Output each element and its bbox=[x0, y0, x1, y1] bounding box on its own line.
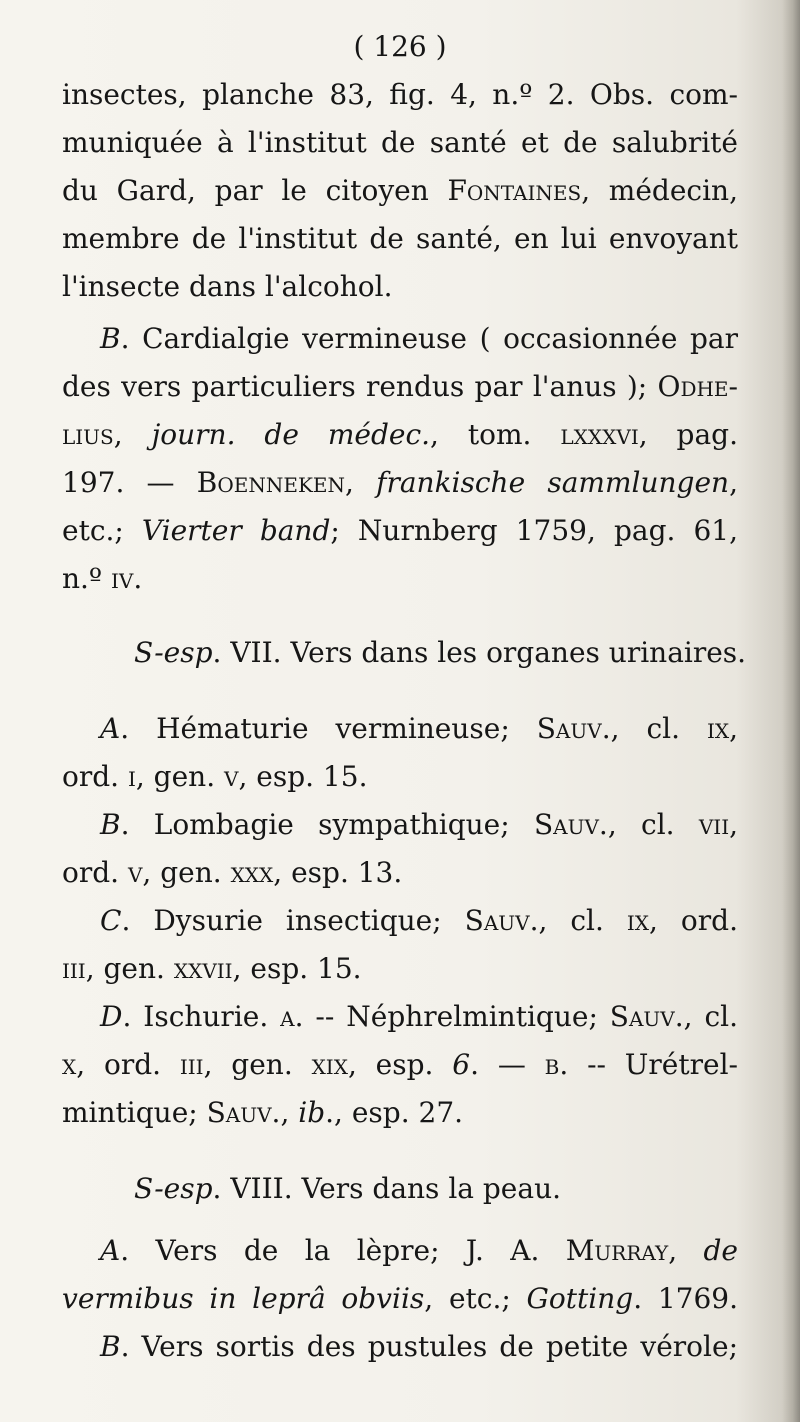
text-segment: Sauv bbox=[609, 1000, 675, 1033]
text-segment: B bbox=[100, 322, 121, 355]
text-segment: , esp. 13. bbox=[273, 856, 403, 889]
text-segment: Sauv bbox=[536, 712, 602, 745]
text-segment: , tom. bbox=[430, 418, 561, 451]
text-segment: A bbox=[100, 712, 121, 745]
text-segment: Murray bbox=[565, 1234, 669, 1267]
page-number: ( 126 ) bbox=[353, 30, 447, 63]
text-line bbox=[62, 952, 738, 986]
text-segment: n.º bbox=[62, 562, 111, 595]
text-segment: iii bbox=[179, 1048, 204, 1081]
text-segment: . VII. Vers dans les organes urinaires. bbox=[212, 636, 747, 669]
text-segment: . Vers sortis des pustules de petite vérole; bbox=[120, 1330, 738, 1363]
text-line bbox=[62, 174, 738, 208]
text-segment: ., cl. bbox=[601, 712, 707, 745]
text-segment: . bbox=[133, 562, 143, 595]
text-line bbox=[62, 856, 738, 890]
text-segment: Vierter band bbox=[141, 514, 331, 547]
text-segment: , gen. bbox=[135, 760, 225, 793]
text-segment: , esp. 15. bbox=[238, 760, 368, 793]
section-heading bbox=[134, 636, 747, 670]
text-segment: , esp. bbox=[347, 1048, 453, 1081]
text-segment: Sauv bbox=[533, 808, 599, 841]
text-segment: etc.; bbox=[62, 514, 142, 547]
text-segment: , bbox=[113, 418, 152, 451]
text-segment: D bbox=[100, 1000, 123, 1033]
text-line bbox=[62, 370, 738, 404]
text-segment: ., cl. bbox=[529, 904, 627, 937]
text-line bbox=[62, 466, 738, 500]
text-segment: ix bbox=[706, 712, 730, 745]
text-segment: Gotting bbox=[526, 1282, 634, 1315]
text-segment: ., esp. 27. bbox=[325, 1096, 464, 1129]
text-segment: ord. bbox=[62, 856, 128, 889]
text-line bbox=[100, 904, 738, 938]
text-segment: A bbox=[100, 1234, 121, 1267]
text-segment: iv bbox=[111, 562, 134, 595]
text-segment: . Ischurie. bbox=[122, 1000, 281, 1033]
text-line bbox=[62, 418, 738, 452]
text-segment: , pag. bbox=[638, 418, 738, 451]
text-segment: . Hématurie vermineuse; bbox=[120, 712, 537, 745]
text-line bbox=[62, 562, 738, 596]
text-segment: S-esp bbox=[134, 636, 213, 669]
section-heading bbox=[134, 1172, 738, 1206]
text-line bbox=[62, 1048, 738, 1082]
text-segment: Sauv bbox=[464, 904, 530, 937]
text-line bbox=[62, 78, 738, 112]
text-line bbox=[62, 270, 738, 304]
text-line bbox=[100, 1234, 738, 1268]
text-segment: . Lombagie sympathique; bbox=[120, 808, 534, 841]
text-segment: 6 bbox=[452, 1048, 471, 1081]
text-segment: muniquée à l'institut de santé et de salubrité bbox=[62, 126, 738, 159]
text-line bbox=[62, 222, 738, 256]
text-segment: ., cl. bbox=[674, 1000, 738, 1033]
text-segment: v bbox=[127, 856, 143, 889]
text-segment: v bbox=[224, 760, 239, 793]
text-segment: , bbox=[729, 808, 738, 841]
text-segment: . -- Néphrelmintique; bbox=[294, 1000, 610, 1033]
text-segment: , ord. bbox=[649, 904, 738, 937]
text-segment: lxxxvi bbox=[560, 418, 639, 451]
page-edge-shadow bbox=[782, 0, 800, 1422]
text-segment: . Cardialgie vermineuse ( occasionnée par bbox=[120, 322, 738, 355]
text-segment: frankische sammlungen bbox=[376, 466, 730, 499]
text-line bbox=[100, 1330, 738, 1364]
text-segment: xix bbox=[311, 1048, 348, 1081]
text-segment: . Vers de la lèpre; J. A. bbox=[120, 1234, 566, 1267]
text-segment: . -- Urétrel- bbox=[559, 1048, 738, 1081]
text-segment: a bbox=[280, 1000, 295, 1033]
text-segment: Boenneken bbox=[196, 466, 345, 499]
text-segment: , ord. bbox=[76, 1048, 180, 1081]
text-segment: vii bbox=[698, 808, 730, 841]
text-segment: Fontaines bbox=[447, 174, 582, 207]
text-segment: , gen. bbox=[85, 952, 174, 985]
text-segment: , bbox=[729, 712, 738, 745]
text-segment: ., bbox=[271, 1096, 299, 1129]
text-segment: B bbox=[100, 808, 121, 841]
text-line bbox=[62, 1282, 738, 1316]
text-segment: ord. bbox=[62, 760, 128, 793]
text-segment: , etc.; bbox=[424, 1282, 527, 1315]
text-segment: . 1769. bbox=[633, 1282, 739, 1315]
text-segment: 197. — bbox=[62, 466, 197, 499]
text-segment: vermibus in leprâ obviis bbox=[62, 1282, 425, 1315]
text-segment: de bbox=[703, 1234, 738, 1267]
text-segment: b bbox=[544, 1048, 560, 1081]
text-segment: , bbox=[729, 466, 738, 499]
text-segment: x bbox=[62, 1048, 77, 1081]
text-segment: , gen. bbox=[203, 1048, 312, 1081]
text-line bbox=[100, 322, 738, 356]
text-segment: . Dysurie insectique; bbox=[121, 904, 465, 937]
text-segment: ; Nurnberg 1759, pag. 61, bbox=[330, 514, 738, 547]
text-segment: S-esp bbox=[134, 1172, 213, 1205]
text-segment: , esp. 15. bbox=[232, 952, 362, 985]
text-segment: du Gard, par le citoyen bbox=[62, 174, 448, 207]
text-segment: . VIII. Vers dans la peau. bbox=[212, 1172, 561, 1205]
text-segment: des vers particuliers rendus par l'anus ); bbox=[62, 370, 658, 403]
text-segment: mintique; bbox=[62, 1096, 207, 1129]
text-segment: , bbox=[344, 466, 377, 499]
text-segment: , médecin, bbox=[581, 174, 738, 207]
text-segment: journ. de médec. bbox=[151, 418, 431, 451]
text-segment: C bbox=[100, 904, 122, 937]
text-segment: xxvii bbox=[173, 952, 233, 985]
text-line bbox=[62, 760, 738, 794]
text-segment: , bbox=[668, 1234, 704, 1267]
text-segment: ib bbox=[298, 1096, 326, 1129]
text-segment: . — bbox=[470, 1048, 545, 1081]
text-segment: Sauv bbox=[206, 1096, 272, 1129]
text-line bbox=[100, 808, 738, 842]
text-segment: ix bbox=[626, 904, 650, 937]
text-segment: membre de l'institut de santé, en lui envoyant bbox=[62, 222, 738, 255]
text-segment: xxx bbox=[230, 856, 274, 889]
text-line bbox=[62, 514, 738, 548]
text-segment: insectes, planche 83, fig. 4, n.º 2. Obs. com- bbox=[62, 78, 738, 111]
text-line bbox=[62, 1096, 738, 1130]
text-segment: , gen. bbox=[142, 856, 231, 889]
text-segment: B bbox=[100, 1330, 121, 1363]
text-line bbox=[100, 1000, 738, 1034]
text-segment: ., cl. bbox=[598, 808, 699, 841]
text-segment: i bbox=[127, 760, 136, 793]
text-segment: iii bbox=[62, 952, 86, 985]
text-segment: l'insecte dans l'alcohol. bbox=[62, 270, 393, 303]
text-segment: Odhe- bbox=[657, 370, 738, 403]
text-line bbox=[100, 712, 738, 746]
text-segment: lius bbox=[62, 418, 114, 451]
text-line bbox=[62, 126, 738, 160]
